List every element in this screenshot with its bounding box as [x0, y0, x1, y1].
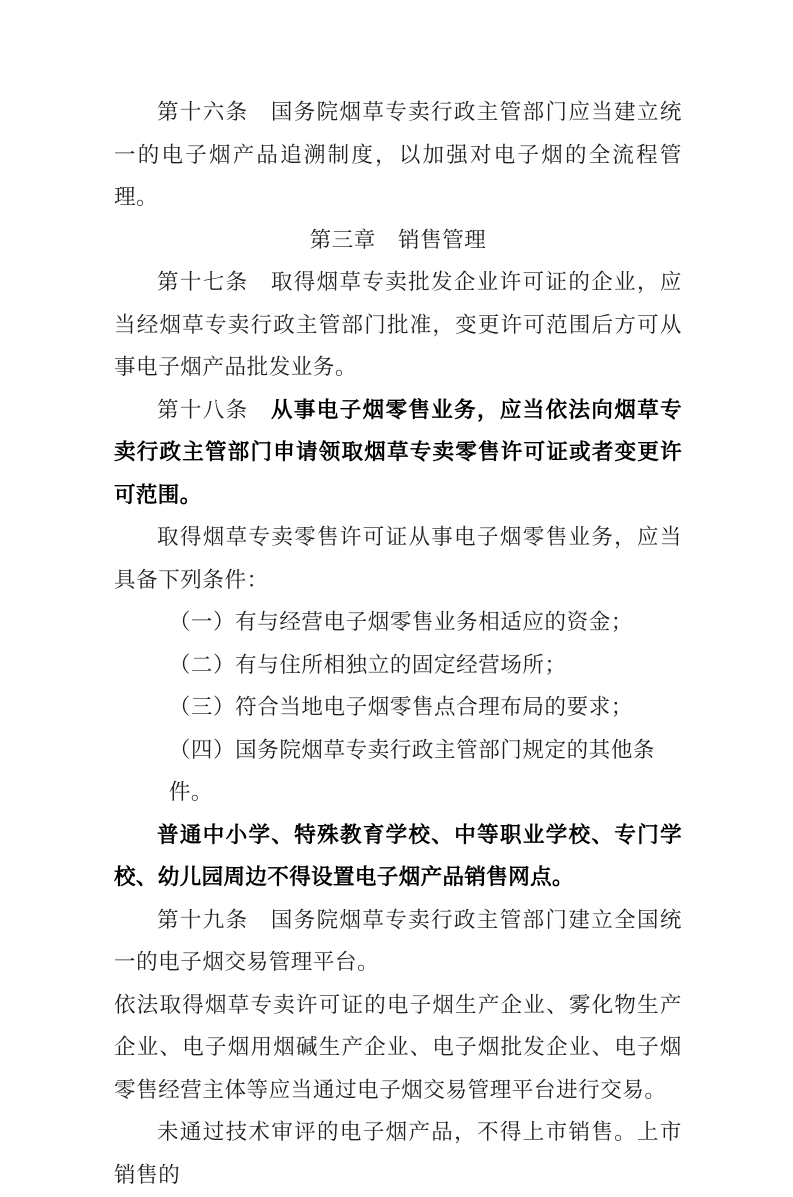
article-16-text: 国务院烟草专卖行政主管部门应当建立统一的电子烟产品追溯制度，以加强对电子烟的全流程管理。 — [114, 100, 682, 210]
paragraph-article-18 — [114, 390, 682, 518]
conditions-list — [114, 602, 682, 815]
list-item: （四）国务院烟草专卖行政主管部门规定的其他条件。 — [168, 737, 656, 805]
paragraph-trading-platform: 依法取得烟草专卖许可证的电子烟生产企业、雾化物生产企业、电子烟用烟碱生产企业、电子烟批发企业、电子烟零售经营主体等应当通过电子烟交易管理平台进行交易。 — [114, 992, 682, 1103]
list-item: （三）符合当地电子烟零售点合理布局的要求； — [168, 695, 633, 720]
article-18-text: 从事电子烟零售业务，应当依法向烟草专卖行政主管部门申请领取烟草专卖零售许可证或者变更许可范围。 — [114, 397, 682, 508]
chapter-heading-3: 第三章 销售管理 — [309, 227, 487, 253]
paragraph-technical-review: 未通过技术审评的电子烟产品，不得上市销售。上市销售的 — [114, 1120, 682, 1188]
paragraph-article-16 — [114, 92, 682, 220]
article-17-text: 取得烟草专卖批发企业许可证的企业，应当经烟草专卖行政主管部门批准，变更许可范围后方可从事电子烟产品批发业务。 — [114, 270, 682, 380]
list-item: （一）有与经营电子烟零售业务相适应的资金； — [168, 610, 633, 635]
article-17-label: 第十七条 — [157, 270, 249, 295]
list-item: （二）有与住所相独立的固定经营场所； — [168, 652, 567, 678]
document-body — [114, 92, 682, 1197]
article-19-label: 第十九条 — [157, 907, 249, 933]
article-18-label: 第十八条 — [157, 397, 249, 423]
article-19-text: 国务院烟草专卖行政主管部门建立全国统一的电子烟交易管理平台。 — [114, 907, 682, 975]
paragraph-conditions-intro: 取得烟草专卖零售许可证从事电子烟零售业务，应当具备下列条件： — [114, 525, 682, 593]
article-16-label: 第十六条 — [157, 100, 249, 125]
paragraph-article-17 — [114, 262, 682, 390]
paragraph-school-restriction: 普通中小学、特殊教育学校、中等职业学校、专门学校、幼儿园周边不得设置电子烟产品销售网点。 — [114, 822, 682, 890]
paragraph-article-19 — [114, 900, 682, 985]
